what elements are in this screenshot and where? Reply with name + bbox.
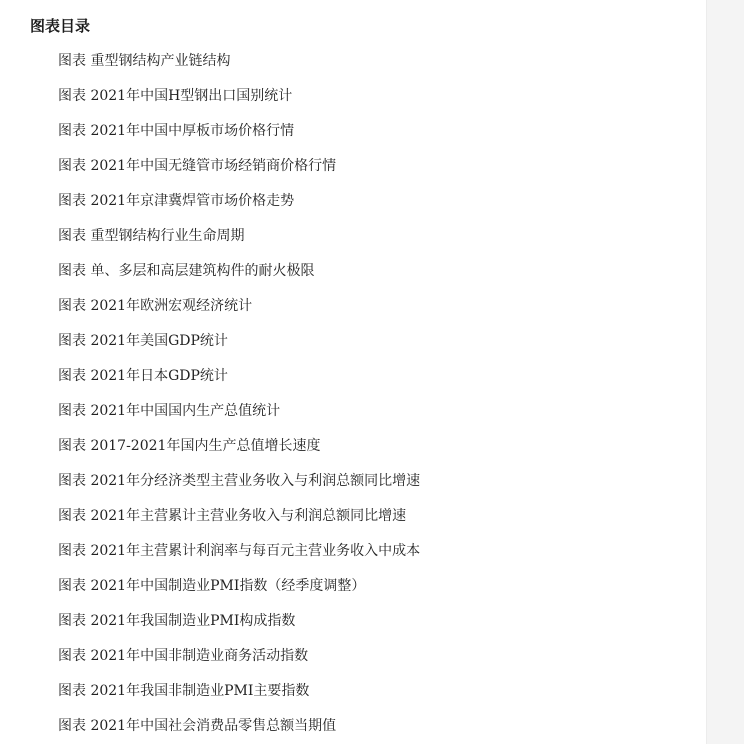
toc-title: 图表目录 [30, 17, 91, 35]
toc-item: 图表 2021年中国H型钢出口国别统计 [58, 88, 293, 104]
toc-item: 图表 2021年主营累计利润率与每百元主营业务收入中成本 [58, 543, 421, 559]
toc-item: 图表 2021年美国GDP统计 [58, 333, 228, 349]
toc-item: 图表 2021年欧洲宏观经济统计 [58, 298, 253, 314]
toc-item: 图表 2021年中国国内生产总值统计 [58, 403, 281, 419]
toc-item: 图表 2021年分经济类型主营业务收入与利润总额同比增速 [58, 473, 421, 489]
right-gutter [706, 0, 744, 744]
toc-item: 图表 2021年我国非制造业PMI主要指数 [58, 683, 310, 699]
toc-item: 图表 2021年我国制造业PMI构成指数 [58, 613, 296, 629]
toc-item: 图表 2021年中国非制造业商务活动指数 [58, 648, 309, 664]
toc-item: 图表 重型钢结构行业生命周期 [58, 228, 245, 244]
toc-item: 图表 2021年日本GDP统计 [58, 368, 228, 384]
toc-list [58, 50, 420, 744]
toc-item: 图表 2021年中国无缝管市场经销商价格行情 [58, 158, 337, 174]
toc-item: 图表 2017-2021年国内生产总值增长速度 [58, 438, 321, 454]
toc-item: 图表 2021年中国制造业PMI指数（经季度调整） [58, 578, 366, 594]
toc-item: 图表 单、多层和高层建筑构件的耐火极限 [58, 263, 315, 279]
toc-item: 图表 2021年京津冀焊管市场价格走势 [58, 193, 295, 209]
toc-item: 图表 2021年主营累计主营业务收入与利润总额同比增速 [58, 508, 407, 524]
toc-item: 图表 2021年中国社会消费品零售总额当期值 [58, 718, 337, 734]
toc-item: 图表 2021年中国中厚板市场价格行情 [58, 123, 295, 139]
toc-item: 图表 重型钢结构产业链结构 [58, 53, 231, 69]
